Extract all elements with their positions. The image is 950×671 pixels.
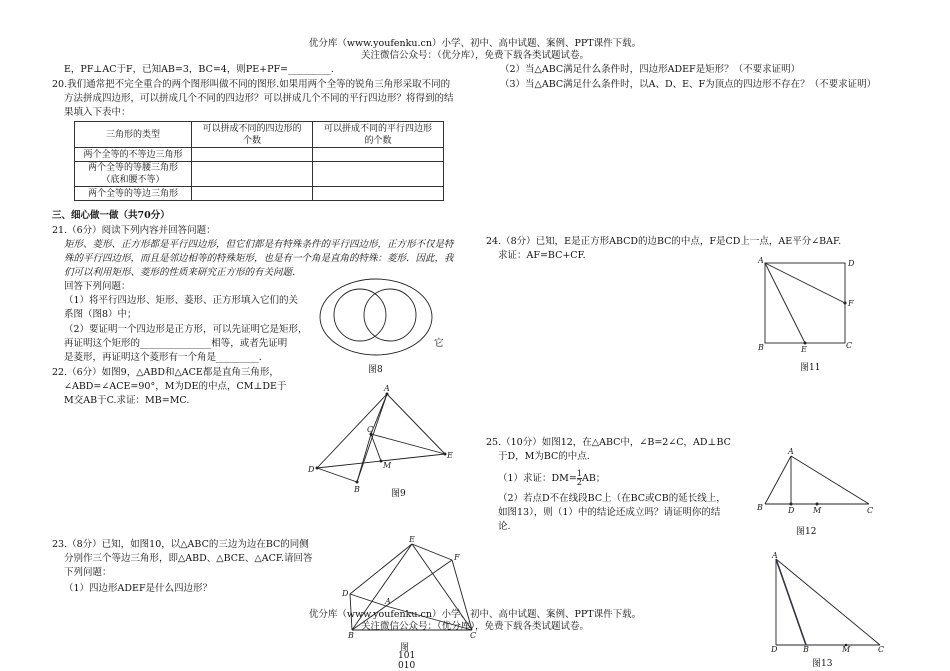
venn-outer <box>320 279 432 355</box>
fig10-caption-3: 010 <box>398 661 416 671</box>
q23-line4: （1）四边形ADEF是什么四边形？ <box>64 583 213 594</box>
q20-table <box>74 121 444 201</box>
q25-line3-a: （1）求证：DM= <box>498 473 577 484</box>
fig11-caption: 图11 <box>800 363 821 373</box>
q20-line1: 20.我们通常把不完全重合的两个图形叫做不同的图形.如果用两个全等的锐角三角形采取不同的 <box>52 79 451 90</box>
fraction-numerator: 1 <box>576 469 582 478</box>
table-header-quad-l1: 可以拼成不同的四边形的 <box>202 123 302 134</box>
venn-left <box>334 289 386 341</box>
fig10-label-c: C <box>470 631 477 640</box>
fig9-label-e: E <box>447 451 453 460</box>
q25-line2: 于D，M为BC的中点. <box>498 451 590 462</box>
fig11-label-e: E <box>801 345 807 354</box>
q20-line2: 方法拼成四边形，可以拼成几个不同的四边形？可以拼成几个不同的平行四边形？将得到的结 <box>64 93 454 104</box>
q25-line3-b: AB； <box>581 473 606 484</box>
table-row <box>75 162 444 187</box>
table-cell <box>75 162 192 187</box>
fig10-caption: 图 <box>400 643 410 653</box>
watermark-header-line1: 优分库（www.youfenku.cn）小学、初中、高中试题、案例、PPT课件下载。 <box>308 38 642 49</box>
fraction-denominator: 2 <box>576 478 582 487</box>
fig10-label-b: B <box>348 631 354 640</box>
fig10-label-f: F <box>454 553 460 562</box>
table-cell-empty[interactable] <box>313 162 444 187</box>
table-cell-empty[interactable] <box>192 162 313 187</box>
fig10-caption-2: 101 <box>398 651 416 661</box>
q21-line8: （2）要证明一个四边形是正方形，可以先证明它是矩形， <box>64 324 308 335</box>
q22-line3: M交AB于C.求证：MB=MC. <box>64 395 190 406</box>
table-header-para <box>313 122 444 148</box>
fig9-label-b: B <box>354 485 360 494</box>
fig13-label-d: D <box>771 645 778 654</box>
table-row <box>75 187 444 201</box>
fig13-label-m: M <box>842 645 851 654</box>
q21-line2: 矩形、菱形、正方形都是平行四边形，但它们都是有特殊条件的平行四边形，正方形不仅是特 <box>64 239 454 250</box>
table-header-quad <box>192 122 313 148</box>
venn-right <box>364 289 416 341</box>
figure-11 <box>756 254 856 354</box>
watermark-footer-line1: 优分库（www.youfenku.cn）小学、初中、高中试题、案例、PPT课件下载。 <box>308 609 642 620</box>
fig11-label-b: B <box>758 343 764 352</box>
table-cell: 两个全等的等边三角形 <box>75 187 192 201</box>
fig12-label-m: M <box>813 506 822 515</box>
q21-line10: 是菱形，再证明这个菱形有一个角是_________. <box>64 352 262 363</box>
q23-line3: 下列问题： <box>64 567 112 578</box>
q22-line2: ∠ABD=∠ACE=90°，M为DE的中点，CM⊥DE于 <box>64 381 287 392</box>
section-3-title: 三、细心做一做（共70分） <box>52 210 170 221</box>
q25-line6: 论. <box>498 521 511 532</box>
table-row <box>75 148 444 162</box>
fig12-label-a: A <box>788 447 794 456</box>
q19-tail: E，PF⊥AC于F，已知AB=3，BC=4，则PE+PF=_________. <box>64 64 334 75</box>
fig8-caption: 图8 <box>368 365 383 375</box>
table-cell-empty[interactable] <box>192 148 313 162</box>
q25-line5: 如图13），则（1）中的结论还成立吗？请证明你的结 <box>498 507 721 518</box>
fig9-caption: 图9 <box>391 489 406 499</box>
q22-line1: 22.（6分）如图9，△ABD和△ACE都是直角三角形， <box>52 367 279 378</box>
figure-13 <box>766 553 891 653</box>
q24-line1: 24.（8分）已知，E是正方形ABCD的边BC的中点，F是CD上一点，AE平分∠BAF. <box>486 236 842 247</box>
q21-line5: 回答下列问题： <box>64 281 131 292</box>
fig9-label-a: A <box>384 384 390 393</box>
q23-part3: （3）当△ABC满足什么条件时，以A、D、E、F为顶点的四边形不存在？（不要求证明） <box>500 79 877 90</box>
fig12-caption: 图12 <box>796 527 817 537</box>
table-cell-empty[interactable] <box>313 187 444 201</box>
q21-line9: 再证明这个矩形的_______________相等，或者先证明 <box>64 338 288 349</box>
fig13-label-a: A <box>772 551 778 560</box>
fig9-label-c: C <box>367 425 374 434</box>
q23-line2: 分别作三个等边三角形，即△ABD、△BCE、△ACF.请回答 <box>64 553 313 564</box>
q21-line7: 系图（图8）中； <box>64 309 137 320</box>
q21-line4: 们可以利用矩形、菱形的性质来研究正方形的有关问题． <box>64 267 302 278</box>
q25-line3 <box>498 470 605 487</box>
q23-line1: 23.（8分）已知，如图10，以△ABC的三边为边在BC的同侧 <box>52 539 309 550</box>
q21-line3: 殊的平行四边形，而且是邻边相等的特殊矩形，也是有一个角是直角的特殊：菱形．因此，我 <box>64 253 454 264</box>
fig11-label-c: C <box>846 341 853 350</box>
table-cell: 两个全等的不等边三角形 <box>75 148 192 162</box>
table-header-quad-l2: 个数 <box>242 135 261 146</box>
table-cell-empty[interactable] <box>192 187 313 201</box>
fig9-label-d: D <box>308 465 315 474</box>
fig11-label-d: D <box>848 259 855 268</box>
figure-12 <box>755 448 885 518</box>
fig13-caption: 图13 <box>812 659 833 669</box>
fig13-label-c: C <box>878 645 885 654</box>
q25-line1: 25.（10分）如图12，在△ABC中，∠B=2∠C，AD⊥BC <box>486 437 731 448</box>
fig10-label-d: D <box>342 589 349 598</box>
table-cell-l1: 两个全等的等腰三角形 <box>87 163 178 173</box>
watermark-header-line2: 关注微信公众号：（优分库），免费下载各类试题试卷。 <box>360 50 589 61</box>
fig13-label-b: B <box>803 645 809 654</box>
q24-line2: 求证：AF=BC+CF. <box>498 250 586 261</box>
fig12-label-c: C <box>867 506 874 515</box>
table-header-para-l1: 可以拼成不同的平行四边形 <box>323 123 432 134</box>
fig10-label-e: E <box>409 535 415 544</box>
q20-line3: 果填入下表中： <box>64 107 131 118</box>
fig11-label-f: F <box>848 299 854 308</box>
q21-line6: （1）将平行四边形、矩形、菱形、正方形填入它们的关 <box>64 295 299 306</box>
fig10-label-a: A <box>385 597 391 606</box>
figure-8-venn <box>318 275 436 360</box>
q21-line1: 21.（6分）阅读下列内容并回答问题： <box>52 225 216 236</box>
table-cell-l2: （底和腰不等） <box>101 175 165 185</box>
table-header-para-l2: 的个数 <box>364 135 392 146</box>
fig12-label-b: B <box>757 503 763 512</box>
q21-line9-tail: 它 <box>434 338 444 349</box>
fig12-label-d: D <box>788 506 795 515</box>
q23-part2: （2）当△ABC满足什么条件时，四边形ADEF是矩形？（不要求证明） <box>500 64 801 75</box>
fig11-label-a: A <box>758 256 764 265</box>
fig9-label-m: M <box>383 461 392 470</box>
q25-line4: （2）若点D不在线段BC上（在BC或CB的延长线上， <box>498 493 726 504</box>
table-cell-empty[interactable] <box>313 148 444 162</box>
figure-9 <box>305 386 455 496</box>
watermark-footer-line2: 关注微信公众号：（优分库），免费下载各类试题试卷。 <box>360 621 589 632</box>
table-header-type: 三角形的类型 <box>75 122 192 148</box>
figure-10 <box>340 535 480 640</box>
